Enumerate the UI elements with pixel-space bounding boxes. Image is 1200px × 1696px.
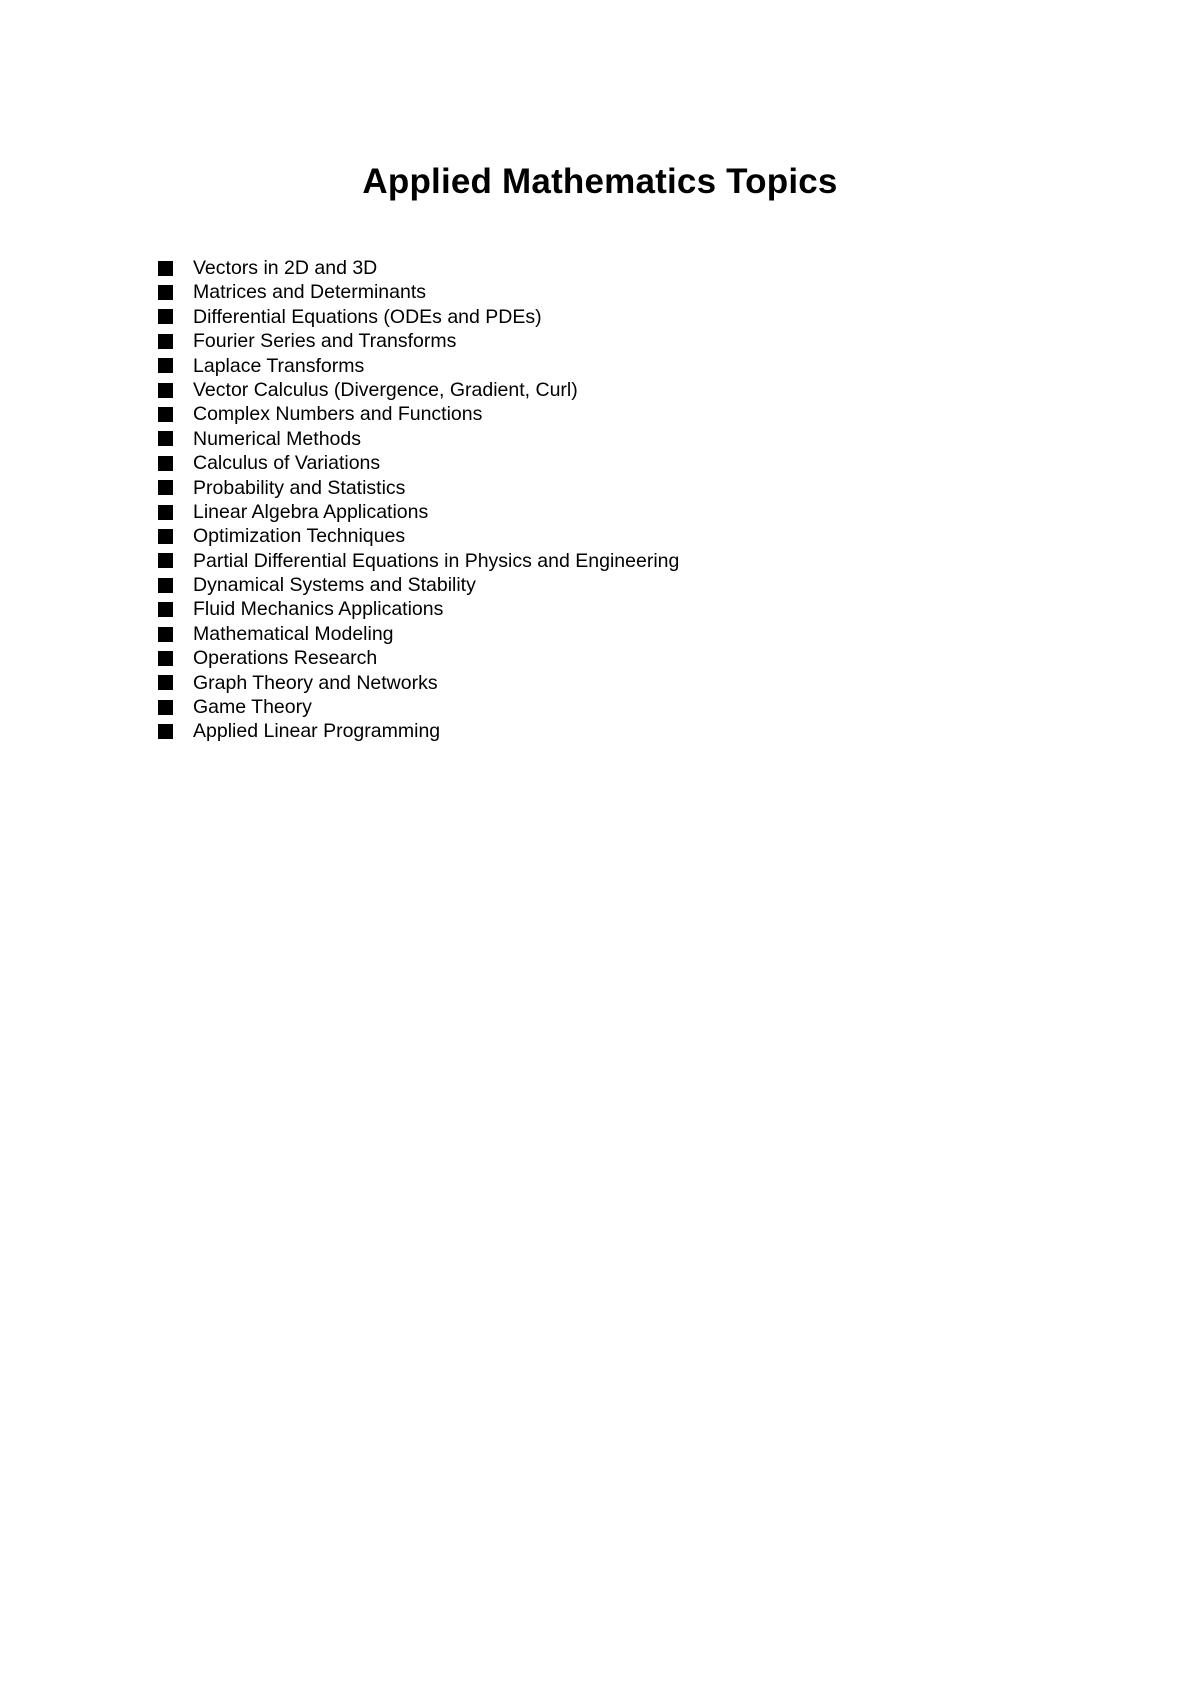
list-item-text: Applied Linear Programming (193, 720, 441, 743)
list-item (158, 500, 679, 524)
square-bullet-icon (158, 578, 173, 593)
square-bullet-icon (158, 456, 173, 471)
list-item-text: Fluid Mechanics Applications (193, 598, 444, 621)
list-item-text: Game Theory (193, 696, 312, 719)
square-bullet-icon (158, 431, 173, 446)
list-item (158, 524, 679, 548)
list-item-text: Laplace Transforms (193, 354, 365, 377)
list-item (158, 256, 679, 280)
square-bullet-icon (158, 334, 173, 349)
list-item (158, 671, 679, 695)
square-bullet-icon (158, 675, 173, 690)
list-item (158, 402, 679, 426)
list-item-text: Probability and Statistics (193, 476, 406, 499)
list-item (158, 719, 679, 743)
square-bullet-icon (158, 724, 173, 739)
square-bullet-icon (158, 480, 173, 495)
list-item (158, 646, 679, 670)
list-item-text: Vectors in 2D and 3D (193, 257, 378, 279)
list-item-text: Optimization Techniques (193, 525, 406, 548)
square-bullet-icon (158, 383, 173, 398)
square-bullet-icon (158, 627, 173, 642)
list-item-text: Mathematical Modeling (193, 622, 394, 645)
page-title: Applied Mathematics Topics (362, 162, 838, 201)
list-item-text: Calculus of Variations (193, 452, 381, 475)
list-item (158, 622, 679, 646)
square-bullet-icon (158, 261, 173, 276)
list-item-text: Complex Numbers and Functions (193, 403, 483, 426)
list-item (158, 597, 679, 621)
list-item-text: Operations Research (193, 647, 378, 670)
list-item (158, 329, 679, 353)
square-bullet-icon (158, 358, 173, 373)
list-item (158, 280, 679, 304)
list-item-text: Fourier Series and Transforms (193, 330, 457, 353)
list-item (158, 695, 679, 719)
square-bullet-icon (158, 602, 173, 617)
list-item (158, 573, 679, 597)
square-bullet-icon (158, 651, 173, 666)
topic-list (158, 256, 679, 744)
list-item-text: Numerical Methods (193, 427, 361, 450)
list-item (158, 549, 679, 573)
list-item-text: Partial Differential Equations in Physics and Engineering (193, 549, 680, 572)
list-item-text: Vector Calculus (Divergence, Gradient, Curl) (193, 378, 578, 401)
list-item-text: Matrices and Determinants (193, 281, 427, 304)
list-item (158, 354, 679, 378)
square-bullet-icon (158, 285, 173, 300)
list-item (158, 305, 679, 329)
list-item-text: Graph Theory and Networks (193, 671, 438, 694)
list-item-text: Dynamical Systems and Stability (193, 574, 476, 597)
square-bullet-icon (158, 407, 173, 422)
square-bullet-icon (158, 553, 173, 568)
square-bullet-icon (158, 700, 173, 715)
list-item (158, 427, 679, 451)
square-bullet-icon (158, 505, 173, 520)
list-item (158, 476, 679, 500)
list-item-text: Linear Algebra Applications (193, 500, 429, 523)
list-item-text: Differential Equations (ODEs and PDEs) (193, 305, 542, 328)
list-item (158, 378, 679, 402)
square-bullet-icon (158, 309, 173, 324)
square-bullet-icon (158, 529, 173, 544)
list-item (158, 451, 679, 475)
